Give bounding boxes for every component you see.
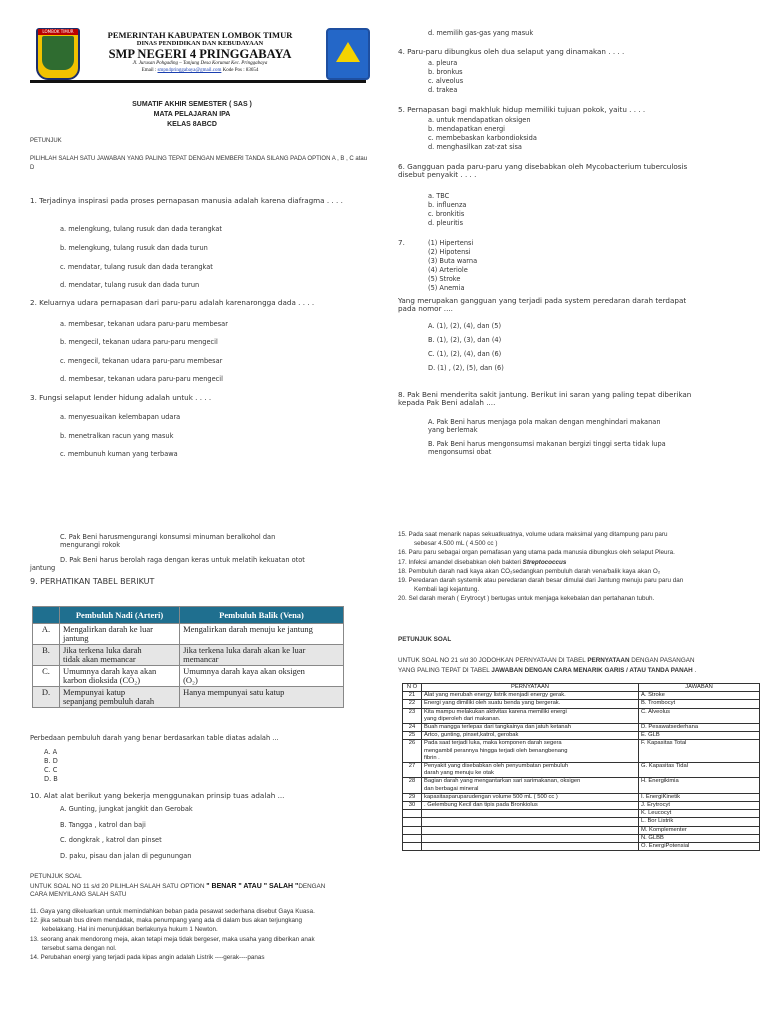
q1-option-d[interactable]: d. mendatar, tulang rusuk dan dada turun (60, 281, 200, 289)
q5-option-b[interactable]: b. mendapatkan energi (428, 125, 505, 133)
row-number: 22 (403, 700, 422, 708)
row-answer[interactable]: L. Bor Listrik (639, 818, 760, 826)
row-statement[interactable] (422, 818, 639, 826)
question-8: 8. Pak Beni menderita sakit jantung. Berikut ini saran yang paling tepat diberikan kepada Pak Beni adalah .... (398, 390, 692, 408)
table-row: D. Mempunyai katup sepanjang pembuluh darah Hanya mempunyai satu katup (33, 687, 344, 708)
q7-option-c[interactable]: C. (1), (2), (4), dan (6) (428, 350, 502, 358)
row-number (403, 810, 422, 818)
row-number (403, 826, 422, 834)
question-4: 4. Paru-paru dibungkus oleh dua selaput yang dinamakan . . . . (398, 47, 625, 56)
q9-option-d[interactable]: D. B (44, 775, 58, 783)
q2-option-b[interactable]: b. mengecil, tekanan udara paru-paru mengecil (60, 338, 218, 346)
row-statement[interactable]: Kita mampu melakukan aktivitas karena memiliki energi yang diperoleh dari makanan. (422, 708, 639, 723)
district-logo-band: LOMBOK TIMUR (38, 29, 78, 35)
row-number: 30 (403, 802, 422, 810)
table-row: C. Umumnya darah kaya akan karbon dioksida (CO₂) Umumnya darah kaya akan oksigen (O₂) (33, 666, 344, 687)
table-row (403, 802, 760, 810)
matching-table (402, 683, 760, 851)
q6-option-b[interactable]: b. influenza (428, 201, 467, 209)
question-10: 10. Alat alat berikut yang bekerja menggunakan prinsip tuas adalah ... (30, 791, 285, 800)
email-link[interactable]: smpn4pringgabaya@gmail.com (157, 68, 222, 73)
question-3: 3. Fungsi selaput lender hidung adalah untuk . . . . (30, 393, 212, 402)
q7-item-5: (5) Stroke (428, 275, 461, 283)
row-number (403, 843, 422, 851)
row-answer[interactable]: F. Kapasitas Total (639, 740, 760, 763)
dept-name: DINAS PENDIDIKAN DAN KEBUDAYAAN (136, 40, 264, 47)
q5-option-d[interactable]: d. menghasilkan zat-zat sisa (428, 143, 522, 151)
question-1: 1. Terjadinya inspirasi pada proses pernapasan manusia adalah karena diafragma . . . . (30, 196, 343, 205)
q3-option-d[interactable]: d. memilih gas-gas yang masuk (428, 29, 534, 37)
row-statement[interactable]: Bagian darah yang mengantarkan sari sarimakanan, oksigen dan berbagai mineral (422, 778, 639, 793)
row-answer[interactable]: M. Komplementer (639, 826, 760, 834)
q10-option-c[interactable]: C. dongkrak , katrol dan pinset (60, 836, 162, 844)
q1-option-a[interactable]: a. melengkung, tulang rusuk dan dada terangkat (60, 225, 222, 233)
row-answer[interactable]: C. Alveolus (639, 708, 760, 723)
q10-option-d[interactable]: D. paku, pisau dan jalan di pegunungan (60, 852, 192, 860)
q6-option-c[interactable]: c. bronkitis (428, 210, 465, 218)
row-answer[interactable]: N. GLBB (639, 834, 760, 842)
header-divider (30, 80, 366, 83)
row-answer[interactable]: B. Trombocyt (639, 700, 760, 708)
q8-option-a[interactable]: A. Pak Beni harus menjaga pola makan dengan menghindari makanan yang berlemak (428, 418, 661, 434)
row-number: 23 (403, 708, 422, 723)
q6-option-a[interactable]: a. TBC (428, 192, 450, 200)
q4-option-a[interactable]: a. pleura (428, 59, 458, 67)
row-statement[interactable]: Pada saat terjadi luka, maka komponen darah segera mengambil perannya hingga terjadi oleh benangbenang fibrin . (422, 740, 639, 763)
row-answer[interactable]: A. Stroke (639, 692, 760, 700)
question-5: 5. Pernapasan bagi makhluk hidup memiliki tujuan pokok, yaitu . . . . (398, 105, 646, 114)
q4-option-c[interactable]: c. alveolus (428, 77, 464, 85)
row-number: 21 (403, 692, 422, 700)
question-7-stem: Yang merupakan gangguan yang terjadi pada system peredaran darah terdapat pada nomor .... (398, 296, 687, 314)
district-logo (36, 28, 80, 80)
table-row (403, 700, 760, 708)
letterhead (0, 22, 384, 92)
header-answer: JAWABAN (639, 684, 760, 692)
question-9-stem: Perbedaan pembuluh darah yang benar berdasarkan table diatas adalah ... (30, 734, 279, 742)
q7-item-1: (1) Hipertensi (428, 239, 474, 247)
question-2: 2. Keluarnya udara pernapasan dari paru-paru adalah karenarongga dada . . . . (30, 298, 315, 307)
q8-option-b[interactable]: B. Pak Beni harus mengonsumsi makanan bergizi tinggi serta tidak lupa mengonsumsi obat (428, 440, 666, 456)
q7-option-b[interactable]: B. (1), (2), (3), dan (4) (428, 336, 502, 344)
q3-option-c[interactable]: c. membunuh kuman yang terbawa (60, 450, 178, 458)
row-answer[interactable]: H. Energikimia (639, 778, 760, 793)
table-row: A. Mengalirkan darah ke luar jantung Mengalirkan darah menuju ke jantung (33, 624, 344, 645)
table-row: B. Jika terkena luka darah tidak akan memancar Jika terkena luka darah akan ke luar memancar (33, 645, 344, 666)
exam-titles (0, 100, 384, 130)
row-statement[interactable]: Buah mangga terlepas dari tangkainya dan jatuh ketanah (422, 724, 639, 732)
col-vena: Pembuluh Balik (Vena) (180, 607, 344, 624)
row-answer[interactable]: J. Erytrocyt (639, 802, 760, 810)
q1-option-c[interactable]: c. mendatar, tulang rusuk dan dada terangkat (60, 263, 213, 271)
table-row (403, 692, 760, 700)
table-row (403, 843, 760, 851)
statement-18: 18. Pembuluh darah nadi kaya akan CO₂sedangkan pembuluh darah vena/balik kaya akan O₂ (398, 567, 661, 575)
statement-11: 11. Gaya yang dikeluarkan untuk memindahkan beban pada pesawat sederhana disebut Gaya Kuasa. (30, 908, 315, 915)
row-number: 29 (403, 793, 422, 801)
row-statement[interactable] (422, 843, 639, 851)
row-statement[interactable] (422, 834, 639, 842)
soal-instruction-11-20: UNTUK SOAL NO 11 s/d 20 PILIHLAH SALAH SATU OPTION " BENAR " ATAU " SALAH "DENGAN CARA MENYILANG SALAH SATU (30, 883, 326, 898)
row-answer[interactable]: O. EnergiPotensial (639, 843, 760, 851)
row-number: 28 (403, 778, 422, 793)
statement-20: 20. Sel darah merah ( Erytrocyt ) bertugas untuk menjaga kekebalan dan pertahanan tubuh. (398, 595, 655, 603)
table-row (403, 708, 760, 723)
header-statement: PERNYATAAN (422, 684, 639, 692)
school-contact: Email : smpn4pringgabaya@gmail.com Kode Pos : 83654 (141, 68, 259, 73)
q7-option-d[interactable]: D. (1) , (2), (5), dan (6) (428, 364, 504, 372)
q3-option-b[interactable]: b. menetralkan racun yang masuk (60, 432, 174, 440)
col-arteri: Pembuluh Nadi (Arteri) (60, 607, 180, 624)
statement-13-cont: tersebut sama dengan nol. (42, 944, 117, 952)
instruction-text: PILIHLAH SALAH SATU JAWABAN YANG PALING TEPAT DENGAN MEMBERI TANDA SILANG PADA OPTION A , B , C atau D (30, 156, 368, 171)
row-statement[interactable]: Penyakit yang disebabkan oleh penyumbatan pembuluh darah yang menuju ke otak (422, 763, 639, 778)
statement-19-cont: Kembali lagi kejantung. (414, 586, 480, 594)
table-row (403, 810, 760, 818)
row-statement[interactable] (422, 810, 639, 818)
q2-option-c[interactable]: c. mengecil, tekanan udara paru-paru membesar (60, 357, 223, 365)
q7-item-4: (4) Arteriole (428, 266, 468, 274)
statement-12-cont: kebelakang. Hal ini menunjukkan berlakunya hukum 1 Newton. (42, 926, 218, 934)
q10-option-b[interactable]: B. Tangga , katrol dan baji (60, 821, 146, 829)
table-row (403, 834, 760, 842)
statement-13: 13. seorang anak mendorong meja, akan tetapi meja tidak bergeser, maka usaha yang diberikan anak (30, 935, 315, 943)
q6-option-d[interactable]: d. pleuritis (428, 219, 464, 227)
school-name: SMP NEGERI 4 PRINGGABAYA (108, 47, 292, 61)
row-statement[interactable]: Alat yang merubah energy listrik menjadi energy gerak. (422, 692, 639, 700)
q5-option-a[interactable]: a. untuk mendapatkan oksigen (428, 116, 531, 124)
q1-option-b[interactable]: b. melengkung, tulang rusuk dan dada turun (60, 244, 208, 252)
q7-item-2: (2) Hipotensi (428, 248, 471, 256)
row-number: 24 (403, 724, 422, 732)
statement-17: 17. Infeksi amandel disebabkan oleh bakteri Streptococcus (398, 558, 567, 566)
q9-option-b[interactable]: B. D (44, 757, 58, 765)
q8-option-d[interactable]: D. Pak Beni harus berolah raga dengan keras untuk melatih kekuatan otot jantung (30, 556, 305, 572)
table-row (403, 818, 760, 826)
statement-16: 16. Paru paru sebagai organ pernafasan yang utama pada manusia dibungkus oleh selaput Pleura. (398, 549, 675, 557)
question-7-number: 7. (398, 238, 405, 247)
q4-option-b[interactable]: b. bronkus (428, 68, 463, 76)
exam-title: SUMATIF AKHIR SEMESTER ( SAS ) (132, 101, 252, 108)
row-number: 27 (403, 763, 422, 778)
soal-title-11-20: PETUNJUK SOAL (30, 873, 82, 880)
soal-instruction-21-30: UNTUK SOAL NO 21 s/d 30 JODOHKAN PERNYATAAN DI TABEL PERNYATAAN DENGAN PASANGAN YANG PALING TEPAT DI TABEL JAWABAN DENGAN CARA MENARIK GARIS / ATAU TANDA PANAH . (398, 657, 697, 674)
table-row (403, 778, 760, 793)
gov-name: PEMERINTAH KABUPATEN LOMBOK TIMUR (107, 30, 293, 40)
statement-19: 19. Peredaran darah systemik atau peredaran darah besar dimulai dari Jantung menuju paru paru dan (398, 577, 684, 585)
q7-item-6: (5) Anemia (428, 284, 465, 292)
soal-title-21-30: PETUNJUK SOAL (398, 636, 452, 643)
table-row (403, 724, 760, 732)
q5-option-c[interactable]: c. membebaskan karbondioksida (428, 134, 537, 142)
table-row (403, 732, 760, 740)
tf-statements-15-20 (398, 530, 763, 604)
row-statement[interactable]: . Gelembung Kecil dan tipis pada Bronkiolus (422, 802, 639, 810)
table-row (403, 826, 760, 834)
row-answer[interactable]: E. GLB (639, 732, 760, 740)
row-statement[interactable] (422, 826, 639, 834)
row-answer[interactable]: G. Kapasitas Tidal (639, 763, 760, 778)
row-statement[interactable]: Energi yang dimiliki oleh suatu benda yang bergerak. (422, 700, 639, 708)
subject-title: MATA PELAJARAN IPA (153, 111, 231, 118)
row-number (403, 818, 422, 826)
q7-item-3: (3) Buta warna (428, 257, 478, 265)
petunjuk-label: PETUNJUK (30, 138, 62, 144)
row-answer[interactable]: D. Pesawatsederhana (639, 724, 760, 732)
row-number: 25 (403, 732, 422, 740)
q9-option-c[interactable]: C. C (44, 766, 58, 774)
table-row (403, 763, 760, 778)
q4-option-d[interactable]: d. trakea (428, 86, 458, 94)
question-9: 9. PERHATIKAN TABEL BERIKUT (30, 577, 155, 586)
education-logo (326, 28, 370, 80)
row-number (403, 834, 422, 842)
q7-option-a[interactable]: A. (1), (2), (4), dan (5) (428, 322, 502, 330)
row-number: 26 (403, 740, 422, 763)
row-statement[interactable]: Artco, gunting, pinset,katrol, gerobak (422, 732, 639, 740)
question-6: 6. Gangguan pada paru-paru yang disebabkan oleh Mycobacterium tuberculosis disebut penyakit . . . . (398, 162, 688, 180)
q9-option-a[interactable]: A. A (44, 748, 58, 756)
row-answer[interactable]: I. EnergiKinetik (639, 793, 760, 801)
row-statement[interactable]: kapasitasparuparudengan volume 500 mL ( 500 cc ) (422, 793, 639, 801)
statement-12: 12. jika sebuah bus direm mendadak, maka penumpang yang ada di dalam bus akan terjungkang (30, 917, 302, 925)
statement-15-cont: sebesar 4.500 mL ( 4.500 cc ) (414, 540, 498, 548)
q10-option-a[interactable]: A. Gunting, jungkat jangkit dan Gerobak (60, 805, 193, 813)
q2-option-a[interactable]: a. membesar, tekanan udara paru-paru membesar (60, 320, 228, 328)
table-row (403, 740, 760, 763)
table-row (403, 793, 760, 801)
statement-15: 15. Pada saat menarik napas sekuatkuatnya, volume udara maksimal yang ditampung paru paru (398, 531, 668, 538)
class-title: KELAS 8ABCD (167, 121, 217, 128)
header-no: N O (403, 684, 422, 692)
q2-option-d[interactable]: d. membesar, tekanan udara paru-paru mengecil (60, 375, 223, 383)
row-answer[interactable]: K. Leucocyt (639, 810, 760, 818)
q3-option-a[interactable]: a. menyesuaikan kelembapan udara (60, 413, 181, 421)
q8-option-c[interactable]: C. Pak Beni harusmengurangi konsumsi minuman beralkohol dan mengurangi rokok (60, 533, 276, 549)
vessel-table (32, 606, 344, 708)
tf-statements-11-14 (30, 907, 375, 962)
school-address: Jl. Jurusan Pohgading – Tanjung Desa Korumat Kec. Pringgabaya (132, 61, 268, 66)
statement-14: 14. Perubahan energi yang terjadi pada kipas angin adalah Listrik ----gerak----panas (30, 954, 265, 962)
